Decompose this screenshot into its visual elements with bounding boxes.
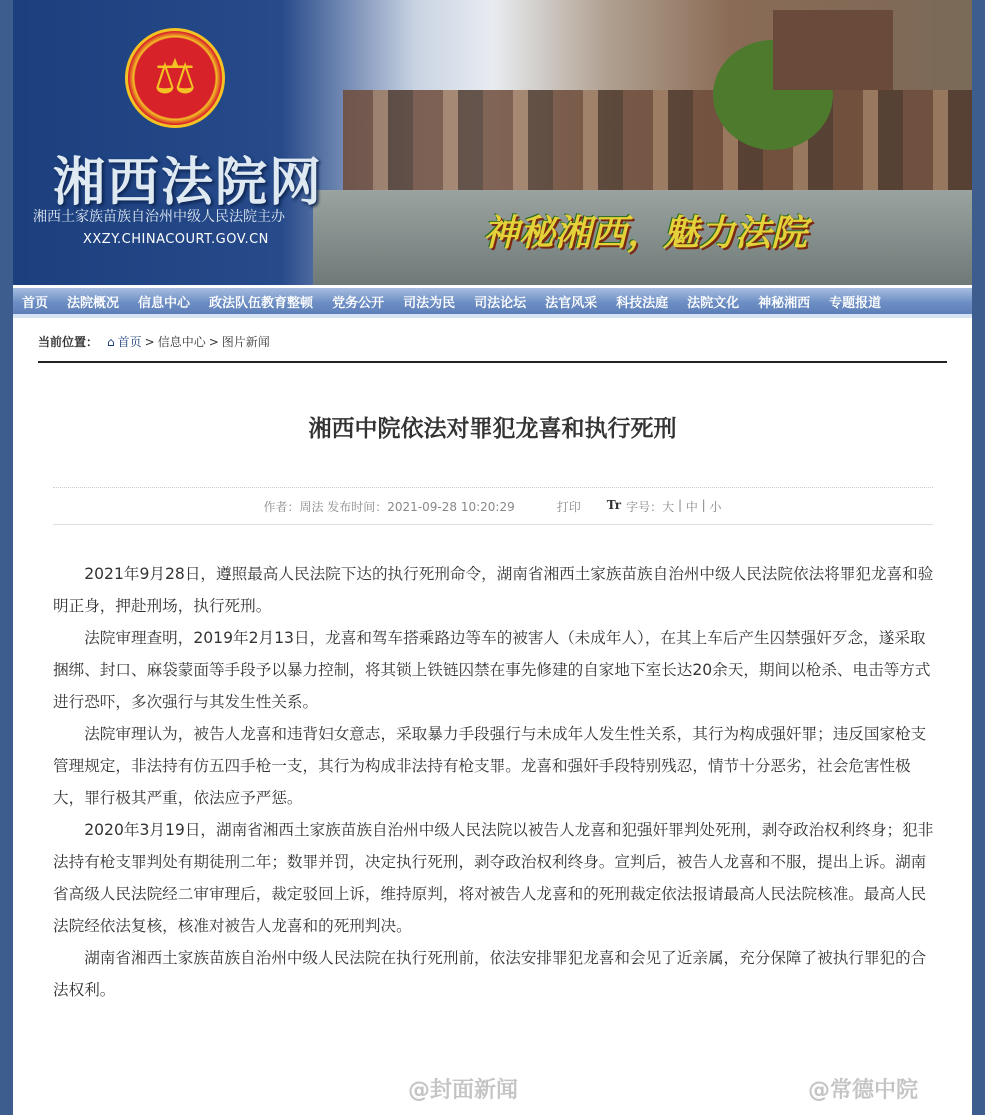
- author: 作者：周法: [263, 500, 324, 514]
- breadcrumb-label: 当前位置：: [38, 335, 99, 349]
- page: [13, 0, 972, 1115]
- article-body: [53, 558, 936, 1006]
- court-emblem-icon: ⚖: [125, 28, 225, 128]
- paragraph: 法院审理认为，被告人龙喜和违背妇女意志，采取暴力手段强行与未成年人发生性关系，其行为构成强奸罪；违反国家枪支管理规定，非法持有仿五四手枪一支，其行为构成非法持有枪支罪。龙喜和强奸手段特别残忍，情节十分恶劣，社会危害性极大，罪行极其严重，依法应予严惩。: [53, 725, 927, 807]
- site-title[interactable]: 湘西法院网: [53, 152, 324, 213]
- divider: [53, 524, 933, 525]
- print-button[interactable]: 打印: [556, 500, 581, 514]
- article-meta: 作者：周法 发布时间：2021-09-28 10:20:29 打印 Tr 字号： 大 | 中 | 小: [263, 498, 722, 514]
- nav-home[interactable]: 首页: [22, 295, 49, 311]
- article-title: 湘西中院依法对罪犯龙喜和执行死刑: [308, 416, 677, 442]
- nav-tech-court[interactable]: 科技法庭: [616, 295, 669, 311]
- breadcrumb-home[interactable]: 首页: [117, 335, 142, 349]
- header-banner: [13, 0, 972, 285]
- paragraph: 法院审理查明，2019年2月13日，龙喜和驾车搭乘路边等车的被害人（未成年人），在其上车后产生囚禁强奸歹念，遂采取捆绑、封口、麻袋蒙面等手段予以暴力控制，将其锁上铁链囚禁在事先修建的自家地下室长达20余天，期间以枪杀、电击等方式进行恐吓，多次强行与其发生性关系。: [53, 629, 931, 711]
- breadcrumb-sep: >: [144, 334, 155, 349]
- nav-party-affairs[interactable]: 党务公开: [332, 295, 385, 311]
- nav-forum[interactable]: 司法论坛: [474, 295, 527, 311]
- nav-judges[interactable]: 法官风采: [545, 295, 598, 311]
- paragraph: 2020年3月19日，湖南省湘西土家族苗族自治州中级人民法院以被告人龙喜和犯强奸罪判处死刑，剥夺政治权利终身；犯非法持有枪支罪判处有期徒刑二年；数罪并罚，决定执行死刑，剥夺政治权利终身。宣判后，被告人龙喜和不服，提出上诉。湖南省高级人民法院经二审审理后，裁定驳回上诉，维持原判，将对被告人龙喜和的死刑裁定依法报请最高人民法院核准。最高人民法院经依法复核，核准对被告人龙喜和的死刑判决。: [53, 821, 934, 935]
- nav-info-center[interactable]: 信息中心: [138, 295, 191, 311]
- font-medium-button[interactable]: 中: [685, 500, 698, 514]
- slogan: 神秘湘西，魅力法院: [483, 212, 808, 254]
- divider: [53, 487, 933, 488]
- banner-photo: [343, 90, 972, 200]
- breadcrumb-info-center[interactable]: 信息中心: [157, 335, 206, 349]
- font-size-label: 字号：: [626, 500, 663, 514]
- watermark: @常德中院: [808, 1078, 919, 1103]
- nav-culture[interactable]: 法院文化: [687, 295, 740, 311]
- nav-overview[interactable]: 法院概况: [67, 295, 120, 311]
- paragraph: 2021年9月28日，遵照最高人民法院下达的执行死刑命令，湖南省湘西土家族苗族自治州中级人民法院依法将罪犯龙喜和验明正身，押赴刑场，执行死刑。: [53, 565, 934, 615]
- breadcrumb-sep: >: [208, 334, 219, 349]
- font-small-button[interactable]: 小: [709, 500, 722, 514]
- watermark: @封面新闻: [408, 1078, 519, 1103]
- nav-special-reports[interactable]: 专题报道: [829, 295, 882, 311]
- breadcrumb: [38, 333, 270, 350]
- home-icon: ⌂: [107, 334, 115, 349]
- site-url: XXZY.CHINACOURT.GOV.CN: [83, 232, 269, 247]
- nav-justice-for-people[interactable]: 司法为民: [403, 295, 456, 311]
- banner-tower: [773, 10, 893, 90]
- nav-team-education[interactable]: 政法队伍教育整顿: [209, 295, 314, 311]
- divider: [38, 361, 947, 363]
- breadcrumb-photo-news[interactable]: 图片新闻: [221, 335, 270, 349]
- publish-time: 发布时间：2021-09-28 10:20:29: [327, 500, 515, 514]
- main-nav: [13, 288, 972, 318]
- paragraph: 湖南省湘西土家族苗族自治州中级人民法院在执行死刑前，依法安排罪犯龙喜和会见了近亲属，充分保障了被执行罪犯的合法权利。: [53, 949, 927, 999]
- site-subtitle: 湘西土家族苗族自治州中级人民法院主办: [33, 209, 285, 225]
- font-large-button[interactable]: 大: [662, 500, 675, 514]
- font-size-icon: Tr: [606, 498, 622, 512]
- nav-mystic-xiangxi[interactable]: 神秘湘西: [758, 295, 811, 311]
